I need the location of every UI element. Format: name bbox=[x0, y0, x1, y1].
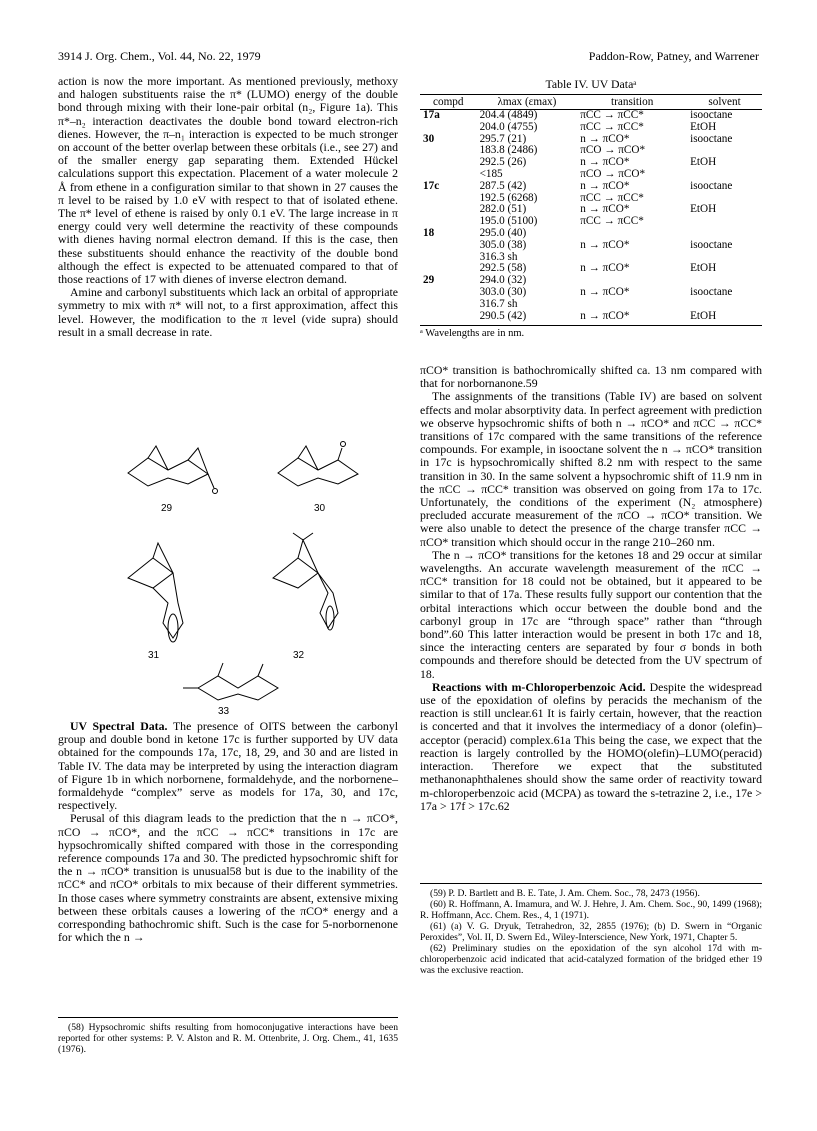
table-cell: 17a bbox=[423, 109, 440, 121]
table-cell bbox=[420, 122, 477, 134]
structure-29 bbox=[128, 446, 218, 494]
table-row bbox=[420, 263, 762, 275]
table-row bbox=[420, 240, 762, 252]
table-cell bbox=[687, 169, 762, 181]
table-row bbox=[420, 169, 762, 181]
label-33: 33 bbox=[218, 706, 230, 717]
table-row bbox=[420, 287, 762, 299]
table-cell: n → πCO* bbox=[580, 179, 630, 192]
label-31: 31 bbox=[148, 650, 160, 661]
paragraph: Despite the widespread use of the epoxidation of olefins by peracids the mechanism of the reaction is still unclear.61 It is fairly certain, however, that the reaction is concerted and that it involves the intermediacy of a donor (olefin)–acceptor (peracid) complex.61a This being the case, we expect that the reaction is largely controlled by the HOMO(olefin)–LUMO(peracid) interaction. Therefore we expect that the substituted methanonaphthalenes should show the same order of reactivity toward m-chloroperbenzoic acid (MCPA) as toward the s-tetrazine 2, i.e., 17e > 17a > 17f > 17c.62 bbox=[420, 679, 762, 813]
table-cell bbox=[420, 299, 477, 311]
table-cell bbox=[687, 228, 762, 240]
table-cell: n → πCO* bbox=[580, 285, 630, 298]
table-cell: isooctane bbox=[690, 238, 733, 251]
table-cell bbox=[420, 145, 477, 157]
right-column bbox=[420, 364, 762, 813]
footnote-58: (58) Hypsochromic shifts resulting from homoconjugative interactions have been reported for other systems: P. V. Alston and R. M. Ottenbrite, J. Org. Chem., 41, 1635 (1976). bbox=[58, 1022, 398, 1055]
paragraph: The assignments of the transitions (Table IV) are based on solvent effects and molar absorptivity data. In perfect agreement with prediction we observe hypsochromic shifts of both n → πCO* and πCC → πCC* transitions of 17c compared with the same transitions of the reference compounds. For example, in isooctane solvent the n → πCO* transition in 17c is hypsochromically shifted 8.2 nm with respect to the same transition in 30. In the same solvent a hypsochromic shift of 11.9 nm in the πCC → πCC* transition was observed on going from 17a to 17c. Unfortunately, the conditions of the experiment (N₂ atmosphere) precluded accurate measurement of the πCO → πCO* transition. We were also unable to detect the presence of the charge transfer πCC → πCO* transition which should occur in the range 210–260 nm. bbox=[420, 389, 762, 549]
table-cell bbox=[577, 299, 687, 311]
table-cell bbox=[420, 287, 477, 299]
table-cell: 316.3 sh bbox=[479, 250, 518, 263]
paragraph: The n → πCO* transitions for the ketones 18 and 29 occur at similar wavelengths. An accurate wavelength measurement of the πCC → πCC* transition for 18 could not be obtained, but it appeared to be similar to that of 17a. These results fully support our contention that the orbital interactions which occur between the double bond and the carbonyl group in 17c are “through space” rather than “through bond”.60 This latter interaction would be present in both 17c and 18, since the interacting centers are separated by four σ bonds in both compounds and therefore should be detected from the UV spectrum of 18. bbox=[420, 547, 762, 681]
table-row bbox=[420, 181, 762, 193]
table-cell bbox=[420, 204, 477, 216]
table-cell: n → πCO* bbox=[580, 132, 630, 145]
table-cell: πCO → πCO* bbox=[580, 167, 646, 180]
structure-33 bbox=[183, 663, 278, 700]
footnotes-right bbox=[420, 883, 762, 976]
chemical-structures bbox=[58, 438, 398, 718]
structure-30 bbox=[278, 442, 358, 487]
table-cell: 192.5 (6268) bbox=[479, 191, 538, 204]
table-cell: πCC → πCC* bbox=[580, 215, 644, 228]
uv-data-table bbox=[420, 77, 762, 339]
table-cell bbox=[687, 299, 762, 311]
footnote-59: (59) P. D. Bartlett and B. E. Tate, J. Am. Chem. Soc., 78, 2473 (1956). bbox=[430, 888, 700, 899]
table-cell: 290.5 (42) bbox=[479, 309, 527, 322]
table-cell: <185 bbox=[479, 167, 503, 180]
table-cell: n → πCO* bbox=[580, 156, 630, 169]
table-cell: 295.0 (40) bbox=[479, 226, 527, 239]
table-cell: n → πCO* bbox=[580, 203, 630, 216]
table-cell: 17c bbox=[423, 179, 440, 192]
table-cell: n → πCO* bbox=[580, 309, 630, 322]
left-column-top bbox=[58, 75, 398, 339]
paragraph: πCO* transition is bathochromically shifted ca. 13 nm compared with that for norbornanone.59 bbox=[420, 363, 762, 391]
table-cell: 287.5 (42) bbox=[479, 179, 527, 192]
table-cell bbox=[420, 193, 477, 205]
table-cell: 195.0 (5100) bbox=[479, 215, 538, 228]
table-row bbox=[420, 311, 762, 323]
table-cell bbox=[420, 169, 477, 181]
table-cell: n → πCO* bbox=[580, 262, 630, 275]
table-row bbox=[420, 122, 762, 134]
table-footnote: ᵃ Wavelengths are in nm. bbox=[420, 325, 762, 339]
label-30: 30 bbox=[314, 503, 326, 514]
table-cell bbox=[687, 216, 762, 228]
paragraph: The presence of OITS between the carbonyl group and double bond in ketone 17c is further supported by UV data obtained for the compounds 17a, 17c, 18, 29, and 30 and are listed in Table IV. The data may be interpreted by using the interaction diagram of Figure 1b in which norbornene, formaldehyde, and the norbornene–formaldehyde “complex” serve as models for 17a, 30, and 17c, respectively. bbox=[58, 719, 399, 813]
table-cell: πCC → πCC* bbox=[580, 120, 644, 133]
table-header: λmax (εmax) bbox=[477, 95, 578, 110]
table-cell: n → πCO* bbox=[580, 238, 630, 251]
section-heading-mcpba: Reactions with m-Chloroperbenzoic Acid. bbox=[432, 679, 646, 694]
table-cell bbox=[577, 228, 687, 240]
table-cell: EtOH bbox=[690, 309, 717, 322]
table-cell: 183.8 (2486) bbox=[479, 144, 538, 157]
structure-32 bbox=[273, 533, 338, 630]
footnotes-left bbox=[58, 1017, 398, 1055]
table-header: solvent bbox=[687, 95, 762, 110]
paragraph: Amine and carbonyl substituents which lack an orbital of appropriate symmetry to mix with π* will not, to a first approximation, affect this level. However, the modification to the π level (vide supra) should result in a small decrease in rate. bbox=[58, 285, 398, 339]
table-cell: 29 bbox=[423, 274, 435, 287]
table-cell: 18 bbox=[423, 226, 435, 239]
running-header-left: 3914 J. Org. Chem., Vol. 44, No. 22, 1979 bbox=[58, 49, 261, 63]
table-cell: isooctane bbox=[690, 179, 733, 192]
table-cell: 282.0 (51) bbox=[479, 203, 527, 216]
table-caption: Table IV. UV Dataᵃ bbox=[545, 77, 637, 91]
table-row bbox=[420, 228, 762, 240]
table-cell: isooctane bbox=[690, 285, 733, 298]
table-row bbox=[420, 216, 762, 228]
table-cell: 303.0 (30) bbox=[479, 285, 527, 298]
structures-drawing bbox=[58, 438, 398, 718]
table-cell: πCC → πCC* bbox=[580, 191, 644, 204]
footnote-61: (61) (a) V. G. Dryuk, Tetrahedron, 32, 2855 (1976); (b) D. Swern in “Organic Peroxides”, Vol. II, D. Swern Ed., Wiley-Interscience, New York, 1971, Chapter 5. bbox=[420, 921, 762, 943]
table-cell bbox=[420, 311, 477, 323]
table-cell: 30 bbox=[423, 132, 435, 145]
table-grid bbox=[420, 94, 762, 322]
table-cell: 294.0 (32) bbox=[479, 274, 527, 287]
table-cell: 204.4 (4849) bbox=[479, 109, 538, 121]
table-row bbox=[420, 110, 762, 122]
table-cell: 316.7 sh bbox=[479, 297, 518, 310]
structure-31 bbox=[128, 543, 183, 642]
table-header: compd bbox=[420, 95, 477, 110]
table-cell: 295.7 (21) bbox=[479, 132, 527, 145]
table-cell: 204.0 (4755) bbox=[479, 120, 538, 133]
table-cell bbox=[420, 252, 477, 264]
label-32: 32 bbox=[293, 650, 305, 661]
table-cell: EtOH bbox=[690, 156, 717, 169]
table-cell: 292.5 (58) bbox=[479, 262, 527, 275]
footnote-60: (60) R. Hoffmann, A. Imamura, and W. J. Hehre, J. Am. Chem. Soc., 90, 1499 (1968); R. Hoffmann, Acc. Chem. Res., 4, 1 (1971). bbox=[420, 899, 762, 921]
table-cell: πCC → πCC* bbox=[580, 109, 644, 121]
table-cell: 292.5 (26) bbox=[479, 156, 527, 169]
table-cell: 305.0 (38) bbox=[479, 238, 527, 251]
paragraph: Perusal of this diagram leads to the prediction that the n → πCO*, πCO → πCO*, and the πCC → πCC* transitions in 17c are hypsochromically shifted compared with those in the corresponding reference compounds 17a and 30. The predicted hypsochromic shift for the n → πCO* transition is unusual58 but is due to the inability of the πCC* and πCO* orbitals to mix because of their different symmetries. In those cases where symmetry constraints are absent, extensive mixing between these orbitals causes a lowering of the πCO* energy and a corresponding bathochromic shift. Such is the case for 5-norbornenone for which the n → bbox=[58, 811, 398, 945]
footnote-62: (62) Preliminary studies on the epoxidation of the syn alcohol 17d with m-chloroperbenzoic acid indicated that acid-catalyzed formation of the bridged ether 19 was the exclusive reaction. bbox=[420, 943, 762, 976]
paragraph: action is now the more important. As mentioned previously, methoxy and halogen substituents raise the π* (LUMO) energy of the double bond through mixing with their lone-pair orbital (n₂, Figure 1a). This π*–n₂ interaction deactivates the double bond toward electron-rich dienes. However, the π–n₁ interaction is expected to be much stronger on account of the better overlap between these orbitals (i.e., see 27) and of the smaller energy gap separating them. Extended Hückel calculations support this expectation. Placement of a water molecule 2 Å from ethene in a configuration similar to that shown in 27 causes the π level to be raised by 1.0 eV with respect to that of isolated ethene. The π* level of ethene is raised by only 0.1 eV. The large increase in π energy could very well determine the reactivity of these compounds with dienes having normal electron demand. If this is the case, then these substituents should enhance the reactivity of the double bond although the effect is expected to be attenuated compared to that of those reactions of 17 with dienes of inverse electron demand. bbox=[58, 74, 398, 287]
running-header-right: Paddon-Row, Patney, and Warrener bbox=[588, 49, 759, 63]
table-cell: πCO → πCO* bbox=[580, 144, 646, 157]
table-cell bbox=[420, 157, 477, 169]
table-row bbox=[420, 299, 762, 311]
table-cell: EtOH bbox=[690, 120, 717, 133]
table-cell bbox=[420, 240, 477, 252]
table-cell: isooctane bbox=[690, 109, 733, 121]
table-cell: EtOH bbox=[690, 262, 717, 275]
table-header: transition bbox=[577, 95, 687, 110]
label-29: 29 bbox=[161, 503, 173, 514]
table-cell: isooctane bbox=[690, 132, 733, 145]
table-cell: EtOH bbox=[690, 203, 717, 216]
section-heading-uv: UV Spectral Data. bbox=[70, 719, 168, 733]
left-column-bottom bbox=[58, 720, 398, 944]
